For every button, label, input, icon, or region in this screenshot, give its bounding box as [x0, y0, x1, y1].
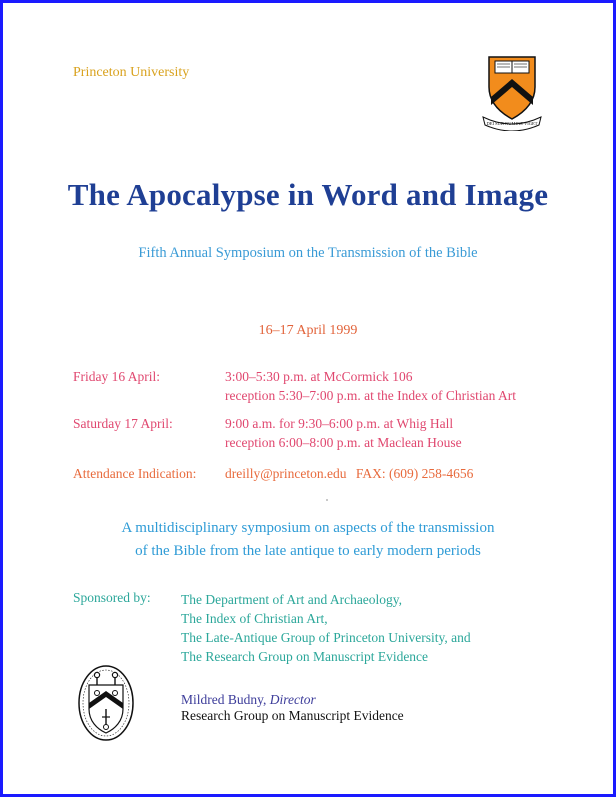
- sponsors-list: [181, 590, 471, 666]
- director-name: Mildred Budny,: [181, 692, 267, 707]
- director-role: Director: [269, 692, 316, 707]
- research-group-seal-icon: [77, 663, 135, 743]
- page-title: The Apocalypse in Word and Image: [67, 177, 549, 212]
- attendance-label: Attendance Indication:: [73, 466, 197, 481]
- page-subtitle: Fifth Annual Symposium on the Transmission of the Bible: [138, 245, 478, 261]
- event-dates: 16–17 April 1999: [258, 323, 358, 338]
- schedule-line: reception 6:00–8:00 p.m. at Maclean House: [225, 435, 462, 450]
- sponsor-item: The Department of Art and Archaeology,: [181, 592, 403, 607]
- organization-name: Research Group on Manuscript Evidence: [181, 708, 404, 723]
- attendance-contact: [225, 464, 473, 483]
- schedule-line: 3:00–5:30 p.m. at McCormick 106: [225, 369, 413, 384]
- princeton-shield-icon: [481, 53, 543, 131]
- crest-motto: DEI SUB NUMINE VIGET: [486, 121, 538, 126]
- director-line: [181, 692, 316, 708]
- description-line-2: of the Bible from the late antique to early modern periods: [135, 543, 481, 559]
- schedule-label-friday: Friday 16 April:: [73, 369, 160, 384]
- attendance-email[interactable]: dreilly@princeton.edu: [225, 466, 347, 481]
- sponsor-item: The Late-Antique Group of Princeton University, and: [181, 630, 471, 645]
- schedule-line: reception 5:30–7:00 p.m. at the Index of Christian Art: [225, 388, 516, 403]
- symposium-description: [3, 517, 613, 563]
- attendance-fax: FAX: (609) 258-4656: [355, 466, 474, 481]
- schedule-line: 9:00 a.m. for 9:30–6:00 p.m. at Whig Hall: [225, 416, 454, 431]
- description-line-1: A multidisciplinary symposium on aspects of the transmission: [121, 520, 495, 536]
- schedule-saturday: [225, 414, 462, 452]
- university-name: Princeton University: [73, 65, 190, 80]
- sponsor-item: The Research Group on Manuscript Evidence: [181, 649, 429, 664]
- sponsor-item: The Index of Christian Art,: [181, 611, 328, 626]
- divider-dot: [326, 499, 328, 501]
- schedule-label-saturday: Saturday 17 April:: [73, 416, 173, 431]
- schedule-friday: [225, 367, 516, 405]
- sponsors-label: Sponsored by:: [73, 590, 151, 605]
